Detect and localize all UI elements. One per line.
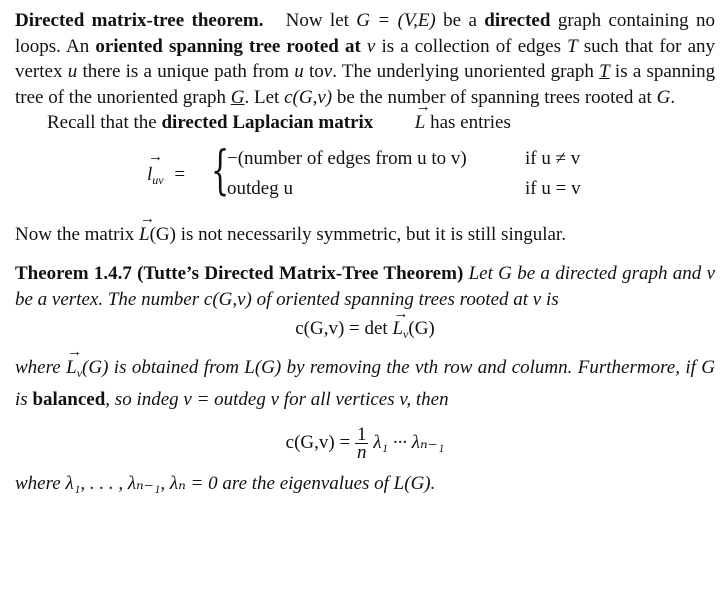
term-balanced: balanced <box>32 388 106 410</box>
laplacian-entry-symbol: → l <box>147 164 152 186</box>
case-diagonal: outdeg u <box>227 177 293 199</box>
laplacian-symbol: → L <box>383 110 426 136</box>
page <box>15 8 715 497</box>
theorem-heading: Theorem 1.4.7 (Tutte’s Directed Matrix-Tree Theorem) <box>15 263 464 284</box>
term-directed-laplacian: directed Laplacian matrix <box>161 112 374 133</box>
paragraph-definition: Directed matrix-tree theorem. Now let G = (V,E) be a directed graph containing no loops. An oriented spanning tree rooted at v is a collection of edges T such that for any vertex u there is a unique path from u tov. The underlying unoriented graph T is a spanning tree of the unoriented graph G. Let c(G,v) be the number of spanning trees rooted at G. <box>15 10 716 108</box>
condition-diagonal: if u = v <box>525 177 581 199</box>
paragraph-eigenvalues: where λ₁, . . . , λₙ₋₁, λₙ = 0 are the eigenvalues of L(G). <box>15 473 436 494</box>
term-directed: directed <box>484 10 551 31</box>
section-heading: Directed matrix-tree theorem. <box>15 10 264 31</box>
paragraph-recall: Recall that the directed Laplacian matrix → L has entries <box>15 110 715 136</box>
paragraph-balanced: where → $L_v(G)$ is obtained from L(G) by removing the vth row and column. Furthermore, if G is balanced, so indeg v = outdeg v for all vertices v, then <box>15 355 715 412</box>
fraction: $\frac{1}{n}$ <box>356 424 367 463</box>
math-graph: G = (V,E) <box>356 10 436 31</box>
theorem-statement: Theorem 1.4.7 (Tutte’s Directed Matrix-Tree Theorem) Let G be a directed graph and v be a vertex. The number c(G,v) of oriented spanning trees rooted at v is <box>15 263 716 310</box>
paragraph-singular: Now the matrix → L(G) is not necessarily symmetric, but it is still singular. <box>15 222 715 248</box>
laplacian-definition: → $l_{uv}$ = { −(number of edges from u to v) if u ≠ v outdeg u if u = v <box>15 146 715 210</box>
left-brace: { <box>211 140 230 201</box>
equation-eigenvalues: c(G,v) = $\frac{1}{n}$ λ₁ ··· λₙ₋₁ <box>285 424 445 463</box>
case-off-diagonal: −(number of edges from u to v) <box>227 147 467 169</box>
condition-off-diagonal: if u ≠ v <box>525 147 581 169</box>
laplacian-symbol: → L <box>139 222 150 248</box>
term-oriented-spanning-tree: oriented spanning tree rooted at <box>95 35 361 57</box>
math-count: c(G,v) <box>284 86 333 108</box>
equation-tutte: $c(G,v) = \det \to L_v(G)$ <box>15 314 715 349</box>
